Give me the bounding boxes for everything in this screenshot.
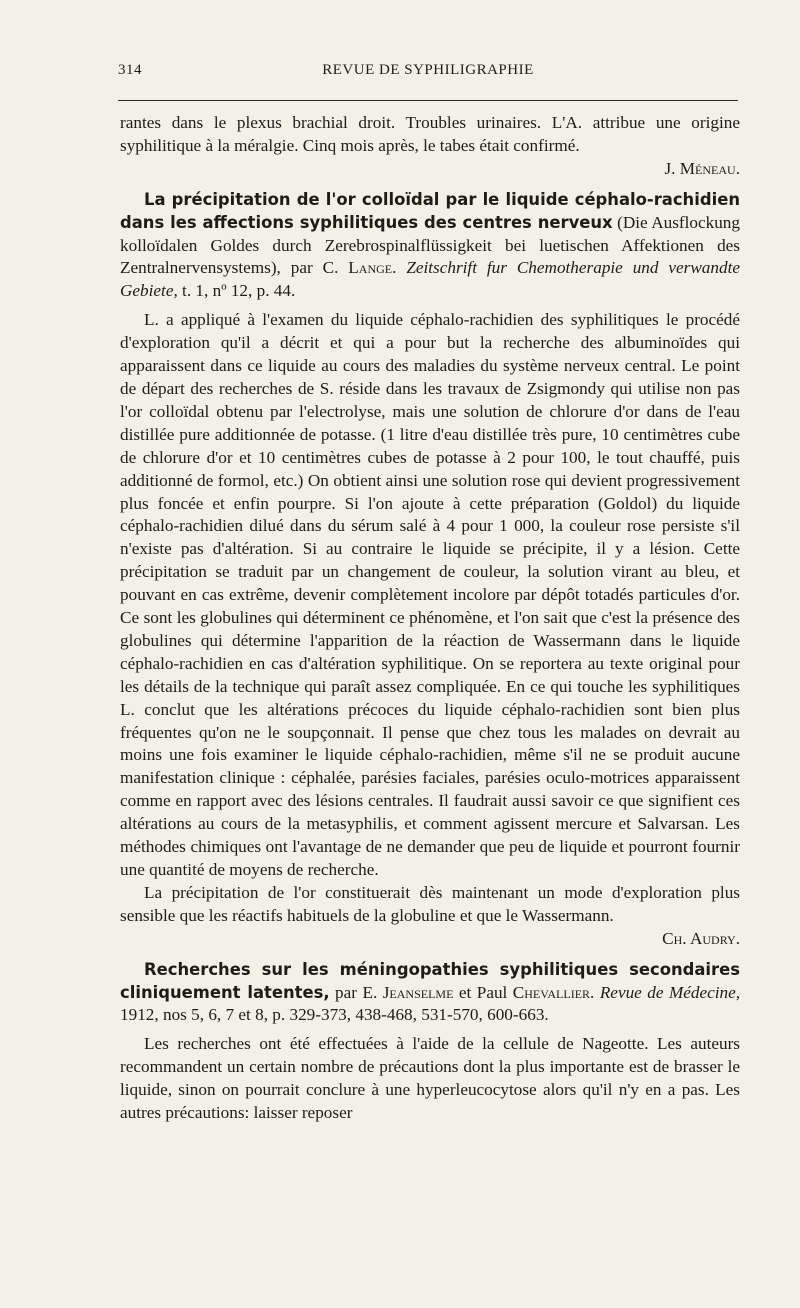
article1-subtitle: (Die Ausflockung kolloïdalen Goldes durch Zerebrospinalflüssigkeit bei luetischen Affektionen des Zentralnervensystems), par	[120, 212, 740, 278]
article1-title: La précipitation de l'or colloïdal par le liquide céphalo-rachidien dans les affections syphilitiques des centres nerveux	[120, 189, 740, 232]
article2-journal: Revue de Médecine,	[599, 982, 741, 1002]
article2-heading	[120, 959, 740, 1028]
page-number: 314	[118, 62, 142, 78]
article1-heading	[120, 189, 740, 304]
article2-by: par E.	[335, 982, 378, 1002]
article1-author: Lange.	[348, 258, 397, 278]
intro-signature: J. Méneau.	[664, 158, 740, 178]
article2-ref: 1912, nos 5, 6, 7 et 8, p. 329-373, 438-468, 531-570, 600-663.	[120, 1005, 549, 1025]
running-header	[118, 62, 738, 86]
article1-signature: Ch. Audry.	[662, 928, 740, 948]
article1-paragraph-1: L. a appliqué à l'examen du liquide céphalo-rachidien des syphilitiques le procédé d'exploration qu'il a décrit et qui a pour but la recherche des albuminoïdes qui apparaissent dans ce liquide au cours des maladies du système nerveux central. Le point de départ des recherches de S. réside dans les travaux de Zsigmondy qui utilise non pas l'or colloïdal obtenu par l'electrolyse, mais une solution de chlorure d'or dans de l'eau distillée pure additionnée de potasse. (1 litre d'eau distillée très pure, 10 centimètres cube de chlorure d'or et 10 centimètres cubes de potasse à 2 pour 100, le tout chauffé, puis additionné de formol, etc.) On obtient ainsi une solution rose qui devient progressivement plus foncée et enfin pourpre. Si l'on ajoute à cette préparation (Goldol) du liquide céphalo-rachidien dilué dans du sérum salé à 4 pour 1 000, la couleur rose persiste s'il n'existe pas d'altération. Si au contraire le liquide se précipite, il y a lésion. Cette précipitation se traduit par un changement de couleur, la solution virant au bleu, et pouvant en cas extrême, devenir complètement incolore par dépôt totadés particules d'or. Ce sont les globulines qui déterminent ce phénomène, et l'on sait que c'est la présence des globulines qui détermine l'apparition de la réaction de Wassermann dans le liquide céphalo-rachidien en cas d'altération syphilitique. On se reportera au texte original pour les détails de la technique qui paraît assez compliquée. En ce qui touche les syphilitiques L. conclut que les altérations précoces du liquide céphalo-rachidien sont bien plus fréquentes qu'on ne le soupçonnait. Il pense que chez tous les malades on devrait au moins une fois examiner le liquide céphalo-rachidien, même s'il ne se produit aucune manifestation clinique : céphalée, parésies faciales, parésies oculo-motrices apparaissent comme en rapport avec des lésions centrales. Il faudrait aussi savoir ce que signifient ces altérations au cours de la metasyphilis, et comment agissent mercure et Salvarsan. Les méthodes chimiques ont l'avantage de ne demander que peu de liquide et pourront fournir une quantité de moyens de recherche.	[120, 310, 740, 879]
header-rule	[118, 100, 738, 101]
article2-title: Recherches sur les méningopathies syphilitiques secondaires cliniquement latentes,	[120, 959, 740, 1002]
article1-paragraph-2: La précipitation de l'or constituerait dès maintenant un mode d'exploration plus sensible que les réactifs habituels de la globuline et que le Wassermann.	[120, 882, 740, 925]
intro-paragraph: rantes dans le plexus brachial droit. Troubles urinaires. L'A. attribue une origine syphilitique à la méralgie. Cinq mois après, le tabes était confirmé.	[120, 113, 740, 155]
article1-ref: t. 1, nº 12, p. 44.	[182, 281, 296, 301]
article2-author1: Jeanselme	[382, 982, 454, 1002]
article2-and: et Paul	[458, 982, 508, 1002]
article2-author2: Chevallier.	[512, 982, 595, 1002]
text-column	[120, 112, 740, 1125]
article2-paragraph-1: Les recherches ont été effectuées à l'aide de la cellule de Nageotte. Les auteurs recommandent un certain nombre de précautions dont la plus importante est de brasser le liquide, sinon on pourrait conclure à une hyperleucocytose alors qu'il n'y en a pas. Les autres précautions: laisser reposer	[120, 1034, 740, 1123]
running-title: REVUE DE SYPHILIGRAPHIE	[322, 62, 534, 78]
article1-journal: Zeitschrift fur Chemotherapie und verwandte Gebiete,	[120, 258, 740, 301]
article1-author-initial: C.	[322, 258, 339, 278]
